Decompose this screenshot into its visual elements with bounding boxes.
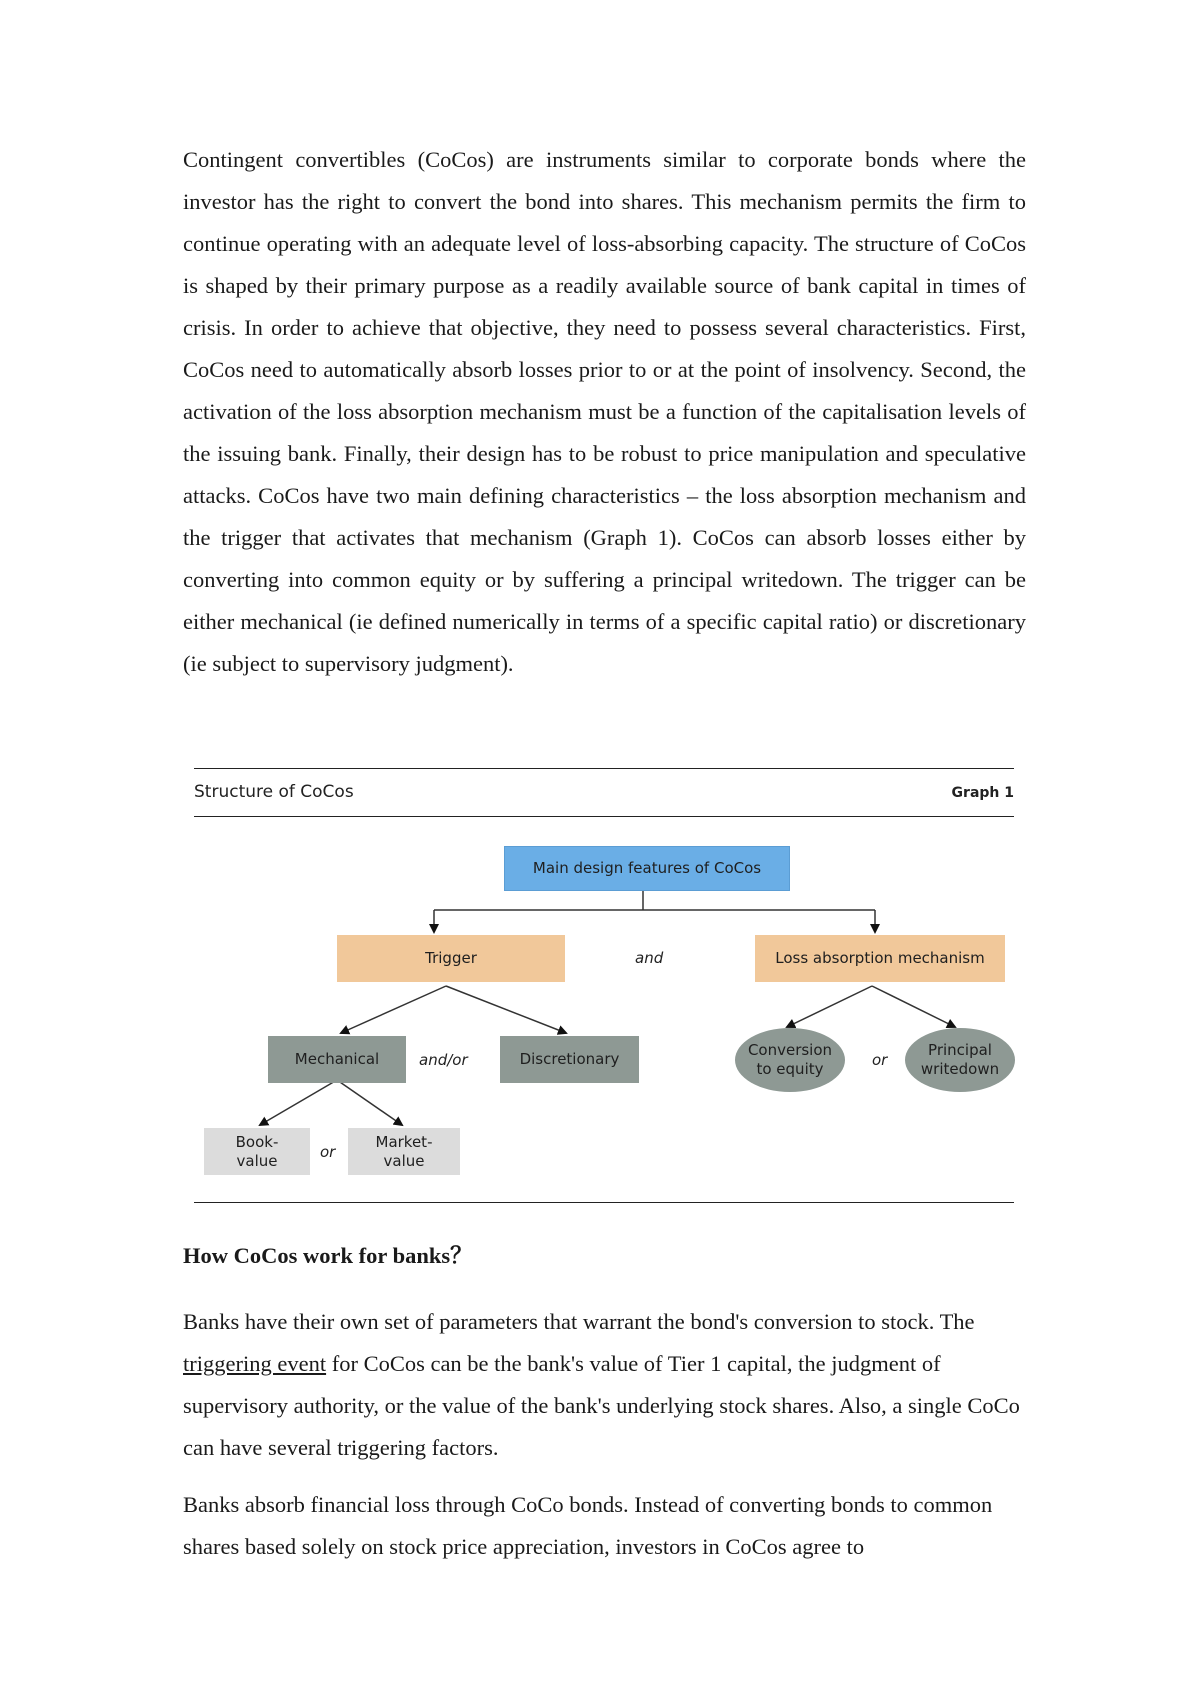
connector-trigger-mechanical [341,986,446,1033]
connector-loss-conversion [787,986,872,1027]
node-market-value: Market-value [348,1128,460,1175]
node-main-design-features: Main design features of CoCos [504,846,790,891]
connector-word-or-mech: or [320,1143,336,1161]
triggering-event-link[interactable]: triggering event [183,1351,327,1376]
connector-word-and-or: and/or [419,1051,468,1069]
node-conversion-to-equity: Conversion to equity [735,1028,845,1092]
paragraph-text: Banks have their own set of parameters that warrant the bond's conversion to stock. The [183,1309,975,1334]
graph-bottom-rule [194,1202,1014,1203]
paragraph-text: for CoCos can be the bank's value of Tier 1 capital, the judgment of supervisory authority, or the value of the bank's underlying stock shares. Also, a single CoCo can have several triggering factors. [183,1351,1020,1460]
connector-trigger-discretionary [446,986,566,1033]
connector-word-and: and [635,949,664,967]
connector-word-or-loss: or [872,1051,888,1069]
node-mechanical: Mechanical [268,1036,406,1083]
paragraph-banks-absorb-loss: Banks absorb financial loss through CoCo bonds. Instead of converting bonds to common shares based solely on stock price appreciation, investors in CoCos agree to [183,1492,993,1559]
paragraph-banks-parameters [183,1301,1026,1469]
graph-title: Structure of CoCos [194,782,354,802]
node-principal-writedown: Principal writedown [905,1028,1015,1092]
graph-structure-of-cocos [194,768,1014,1203]
node-discretionary: Discretionary [500,1036,639,1083]
node-trigger: Trigger [337,935,565,982]
graph-label: Graph 1 [951,785,1014,801]
node-book-value: Book-value [204,1128,310,1175]
graph-connectors [194,768,1014,1203]
connector-loss-principal [872,986,955,1027]
intro-paragraph: Contingent convertibles (CoCos) are instruments similar to corporate bonds where the investor has the right to convert the bond into shares. This mechanism permits the firm to continue operating with an adequate level of loss-absorbing capacity. The structure of CoCos is shaped by their primary purpose as a readily available source of bank capital in times of crisis. In order to achieve that objective, they need to possess several characteristics. First, CoCos need to automatically absorb losses prior to or at the point of insolvency. Second, the activation of the loss absorption mechanism must be a function of the capitalisation levels of the issuing bank. Finally, their design has to be robust to price manipulation and speculative attacks. CoCos have two main defining characteristics – the loss absorption mechanism and the trigger that activates that mechanism (Graph 1). CoCos can absorb losses either by converting into common equity or by suffering a principal writedown. The trigger can be either mechanical (ie defined numerically in terms of a specific capital ratio) or discretionary (ie subject to supervisory judgment). [183,147,1026,676]
connector-mechanical-book [260,1080,337,1125]
connector-mechanical-market [337,1080,402,1125]
node-loss-absorption: Loss absorption mechanism [755,935,1005,982]
section-heading: How CoCos work for banks？ [183,1243,473,1268]
